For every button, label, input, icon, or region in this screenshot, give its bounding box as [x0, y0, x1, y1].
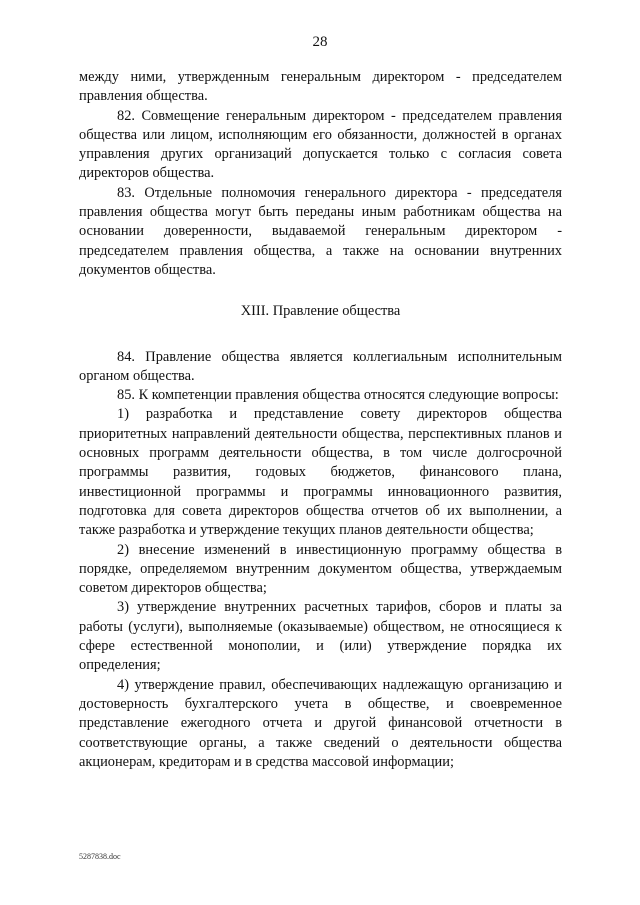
list-item-3: 3) утверждение внутренних расчетных тарифов, сборов и платы за работы (услуги), выполняемые (оказываемые) обществом, не относящиеся к сфере естественной монополии, и (или) утверждение порядка их определения; [79, 599, 562, 674]
paragraph-continuation: между ними, утвержденным генеральным директором - председателем правления общества. [79, 69, 562, 105]
footer-doc-id: 5287838.doc [79, 852, 121, 861]
page-number: 28 [312, 34, 328, 50]
paragraph-84: 84. Правление общества является коллегиальным исполнительным органом общества. [79, 348, 562, 384]
list-item-1: 1) разработка и представление совету директоров общества приоритетных направлений деятельности общества, перспективных планов и основных программ деятельности общества, в том числе долгосрочной программы развития, годовых бюджетов, финансового плана, инвестиционной программы и программы инновационного развития, подготовка для совета директоров общества отчетов об их выполнении, а также разработка и утверждение текущих планов деятельности общества; [79, 406, 562, 539]
list-item-2: 2) внесение изменений в инвестиционную программу общества в порядке, определяемом внутренним документом общества, утверждаемым советом директоров общества; [79, 541, 562, 597]
section-heading: XIII. Правление общества [240, 303, 401, 320]
document-body [79, 68, 562, 772]
paragraph-83: 83. Отдельные полномочия генерального директора - председателя правления общества могут быть переданы иным работникам общества на основании доверенности, выдаваемой генеральным директором - председателем правления общества, а также на основании внутренних документов общества. [79, 184, 562, 278]
list-item-4: 4) утверждение правил, обеспечивающих надлежащую организацию и достоверность бухгалтерского учета в обществе, и своевременное представление ежегодного отчета и другой финансовой отчетности в соответствующие органы, а также сведений о деятельности общества акционерам, кредиторам и в средства массовой информации; [79, 676, 562, 770]
paragraph-85: 85. К компетенции правления общества относятся следующие вопросы: [117, 387, 559, 404]
paragraph-82: 82. Совмещение генеральным директором - председателем правления общества или лицом, исполняющим его обязанности, должностей в органах управления других организаций допускается только с согласия совета директоров общества. [79, 107, 562, 182]
